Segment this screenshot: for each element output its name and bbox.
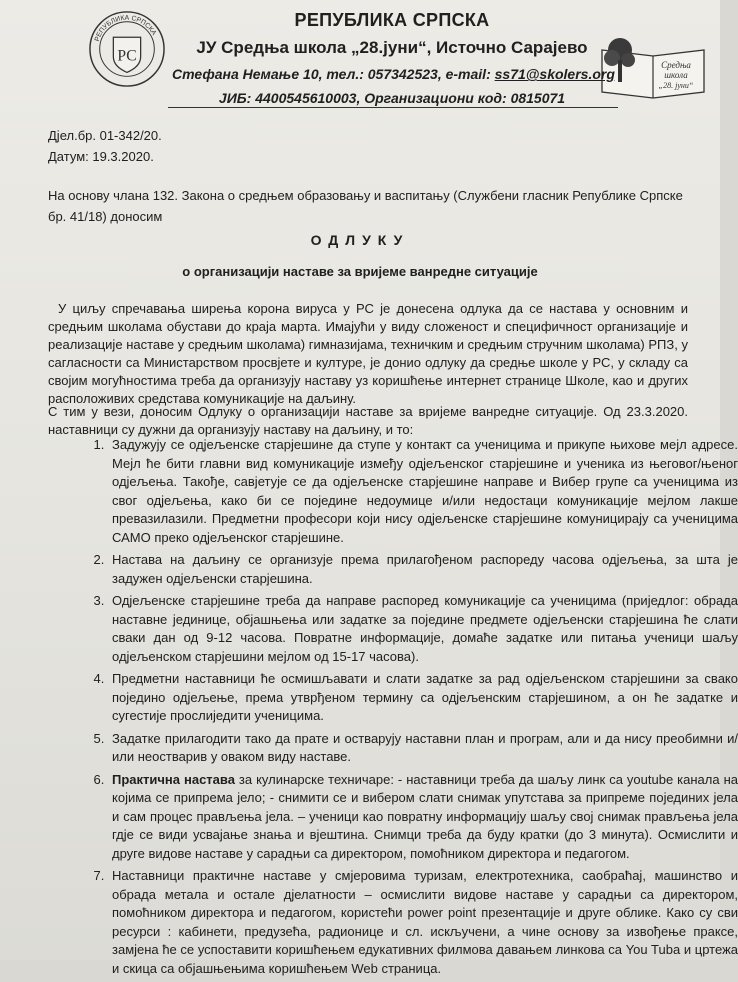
list-item: 6. Практична настава за кулинарске техничаре: - наставници треба да шаљу линк са youtube канала на којима се припрема јело; - снимити се и вибером слати снимак упутстава за припреме појединих јела и сам процес прављења јела. – ученици као повратну информацију шаљу свој снимак прављења јела гдје се види усвајање знања и вјештина. Снимци треба да буду кратки (до 3 минута). Осмислити и друге видове наставе у сарадњи са директором, помоћником директора и педагогом. [108,771,738,864]
list-item: 3. Одјељенске старјешине треба да направе распоред комуникације са ученицима (приједлог: обрада наставне јединице, објашњења или задатке за поједине предмете одјељенски старјешина ће слати сваки дан од 9-12 часова. Повратне информације, домаће задатке или питања ученици шаљу одјељенском старјешини мејлом од 15-17 часова). [108,592,738,666]
seal-ring-text: РЕПУБЛИКА СРПСКА [93,14,158,43]
list-item: 5. Задатке прилагодити тако да прате и остварују наставни план и програм, али и да нису преобимни и/или неостварив у овакoм виду наставе. [108,730,738,767]
document-title: ОДЛУКУ [310,232,410,248]
republic-seal-logo [88,10,166,88]
logo-text-2: школа [664,70,688,80]
header-school-name: ЈУ Средња школа „28.јуни“, Источно Сарајево [196,38,588,57]
document-date: Датум: 19.3.2020. [48,149,154,164]
school-logo [598,20,708,100]
list-item: 2. Настава на даљину се организује према прилагођеном распореду часова одјељења, за шта је задужен одјељенски старјешина. [108,551,738,588]
header-email: ss71@skolers.org [494,66,615,82]
intro-paragraph: У циљу спречавања ширења корона вируса у РС је донесена одлука да се настава у основним и средњим школама обустави до краја марта. Имајући у виду сложеност и специфичност организације и реализације наставе у средњим школама) гимназијама, техничким и средњим стручним школама) РПЗ, у сагласности са Министарством просвјете и културе, је донио одлуку да средње школе у РС, у складу са својим могућностима треба да организују наставу уз коришћење интернет странице Школе, као и других расположивих средстава комуникације на даљину. [48,301,688,406]
legal-basis: На основу члана 132. Закона о средњем образовању и васпитању (Службени гласник Републике Српске бр. 41/18) доносим [48,188,683,224]
list-item: 4. Предметни наставници ће осмишљавати и слати задатке за рад одјељенском старјешини за свако појединo одјељење, према утврђеном термину са одјељенским старјешином, а он ће задатке и сугестије прослиједити ученицима. [108,670,738,726]
reference-number: Дјел.бр. 01-342/20. [48,128,162,143]
header-republic: РЕПУБЛИКА СРПСКА [294,10,490,30]
decision-items-list [60,436,738,982]
logo-text-3: „28. јуни“ [658,81,694,90]
header-address [172,66,615,82]
seal-letters: РС [117,47,137,65]
logo-text-1: Средња [661,60,691,70]
header-address-text: Стефана Немање 10, тел.: 057342523, e-mail: [172,66,495,82]
decision-paragraph: С тим у вези, доносим Одлуку о организацији наставе за вријеме ванредне ситуације. Од 23.3.2020. наставници су дужни да организују наставу на даљину, и то: [48,404,688,437]
list-item: 7. Наставници практичне наставе у смјеровима туризам, електротехника, саобраћај, машинство и обрада метала и остале дјелатности – осмислити видове наставе у сарадњи са директором, помоћником директора и педагогом, користећи power point презентације и друге облике. Како су сви ресурси : кабинети, предузећа, радионице и сл. искључени, а чине основу за извођење праксе, замјена ће се успоставити коришћењем едукативних филмова давањем линкова са You Tuba и цртежа и скица са објашњењима коришћењем Web страница. [108,867,738,978]
header-divider [168,107,618,108]
list-item: 1. Задужују се одјељенске старјешине да ступе у контакт са ученицима и прикупе њихове мејл адресе. Мејл ће бити главни вид комуникације између одјељенског старјешине и ученика из његовог/њеног одјељења. Такође, савјетује се да одјељенске старјешине направе и Вибер групе са ученицима из свог одјељења, како би се поједине недоумице и/или недостаци комуникације мејлом лакше превазилазили. Предметни професори који нису одјељенске старјешине комуницирају са ученицима САМО преко одјељенског старјешине. [108,436,738,547]
header-ids: ЈИБ: 4400545610003, Организациони код: 0815071 [218,90,566,106]
document-subtitle: о организацији наставе за вријеме ванредне ситуације [182,264,538,279]
